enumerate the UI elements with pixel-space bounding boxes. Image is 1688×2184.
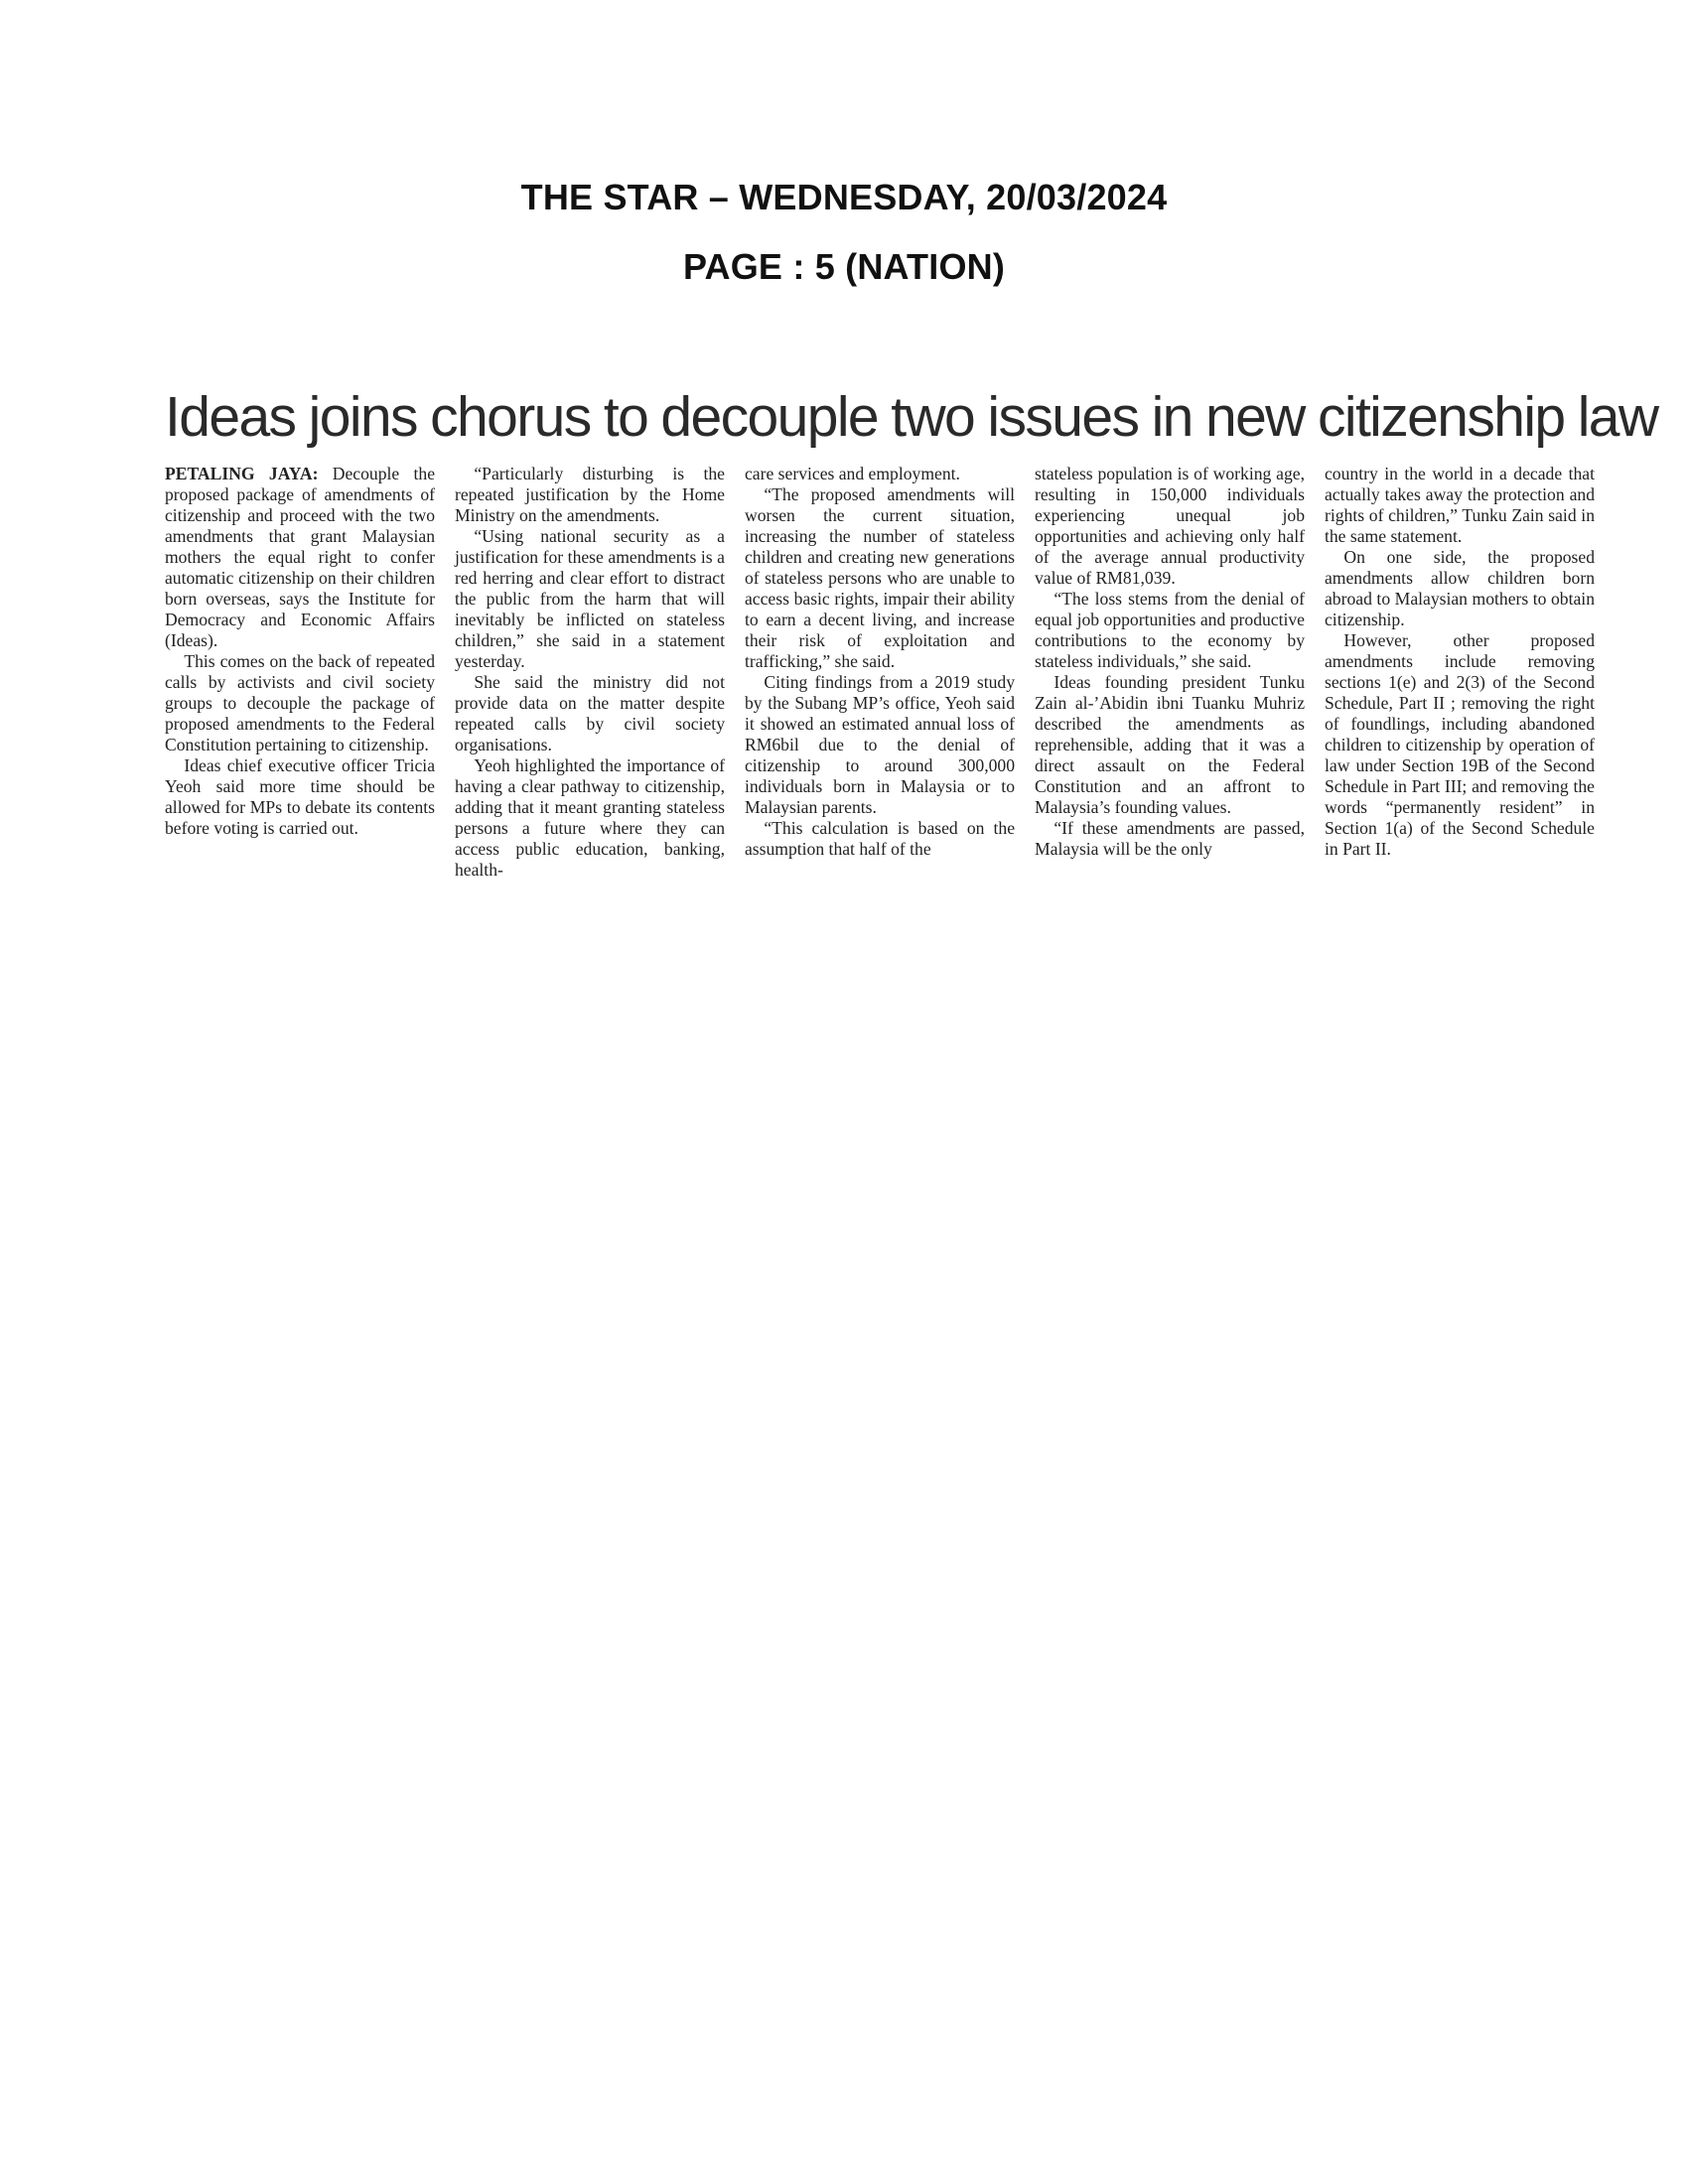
article-paragraph: On one side, the proposed amendments allow children born abroad to Malaysian mothers to obtain citizenship.: [1325, 547, 1595, 629]
article-paragraph: “Using national security as a justification for these amendments is a red herring and clear effort to distract the public from the harm that will inevitably be inflicted on stateless children,” she said in a statement yesterday.: [455, 526, 725, 671]
publication-source-line: THE STAR – WEDNESDAY, 20/03/2024: [520, 177, 1168, 217]
article-headline: Ideas joins chorus to decouple two issues in new citizenship law: [165, 385, 1658, 449]
article-column-2: [455, 464, 725, 881]
article-paragraph: “Particularly disturbing is the repeated justification by the Home Ministry on the amendments.: [455, 464, 725, 525]
article-paragraph: Ideas chief executive officer Tricia Yeoh said more time should be allowed for MPs to debate its contents before voting is carried out.: [165, 755, 435, 838]
article-paragraph: Yeoh highlighted the importance of having a clear pathway to citizenship, adding that it meant granting stateless persons a future where they can access public education, banking, health-: [455, 755, 725, 880]
article-paragraph: “The loss stems from the denial of equal job opportunities and productive contributions to the economy by stateless individuals,” she said.: [1035, 589, 1305, 671]
article-dateline: PETALING JAYA:: [165, 464, 319, 483]
article-paragraph: “This calculation is based on the assumption that half of the: [745, 818, 1015, 859]
article-paragraph: However, other proposed amendments include removing sections 1(e) and 2(3) of the Second Schedule, Part II ; removing the right of foundlings, including abandoned children to citizenship by operation of law under Section 19B of the Second Schedule in Part III; and removing the words “permanently resident” in Section 1(a) of the Second Schedule in Part II.: [1325, 630, 1595, 859]
article-column-5: [1325, 464, 1595, 881]
page-reference-line: PAGE : 5 (NATION): [682, 246, 1006, 287]
article-paragraph: Ideas founding president Tunku Zain al-’Abidin ibni Tuanku Muhriz described the amendments as reprehensible, adding that it was a direct assault on the Federal Constitution and an affront to Malaysia’s founding values.: [1035, 672, 1305, 817]
paragraph-text: Decouple the proposed package of amendments of citizenship and proceed with the two amendments that grant Malaysian mothers the equal right to confer automatic citizenship on their children born overseas, says the Institute for Democracy and Economic Affairs (Ideas).: [165, 464, 436, 650]
article-paragraph-continued: care services and employment.: [745, 464, 960, 483]
article-paragraph: [165, 464, 435, 651]
article-paragraph-continued: country in the world in a decade that actually takes away the protection and rights of children,” Tunku Zain said in the same statement.: [1325, 464, 1595, 546]
article-paragraph: This comes on the back of repeated calls by activists and civil society groups to decouple the package of proposed amendments to the Federal Constitution pertaining to citizenship.: [165, 651, 435, 754]
news-clipping: [165, 382, 1658, 881]
article-paragraph: “If these amendments are passed, Malaysia will be the only: [1035, 818, 1305, 859]
article-paragraph-continued: stateless population is of working age, resulting in 150,000 individuals experiencing unequal job opportunities and achieving only half of the average annual productivity value of RM81,039.: [1035, 464, 1305, 588]
article-paragraph: She said the ministry did not provide data on the matter despite repeated calls by civil society organisations.: [455, 672, 725, 754]
article-column-4: [1035, 464, 1305, 881]
article-body: [165, 464, 1595, 881]
article-column-1: [165, 464, 435, 881]
article-paragraph: “The proposed amendments will worsen the current situation, increasing the number of stateless children and creating new generations of stateless persons who are unable to access basic rights, impair their ability to earn a decent living, and increase their risk of exploitation and trafficking,” she said.: [745, 484, 1015, 671]
article-paragraph: Citing findings from a 2019 study by the Subang MP’s office, Yeoh said it showed an estimated annual loss of RM6bil due to the denial of citizenship to around 300,000 individuals born in Malaysia or to Malaysian parents.: [745, 672, 1015, 817]
article-column-3: [745, 464, 1015, 881]
